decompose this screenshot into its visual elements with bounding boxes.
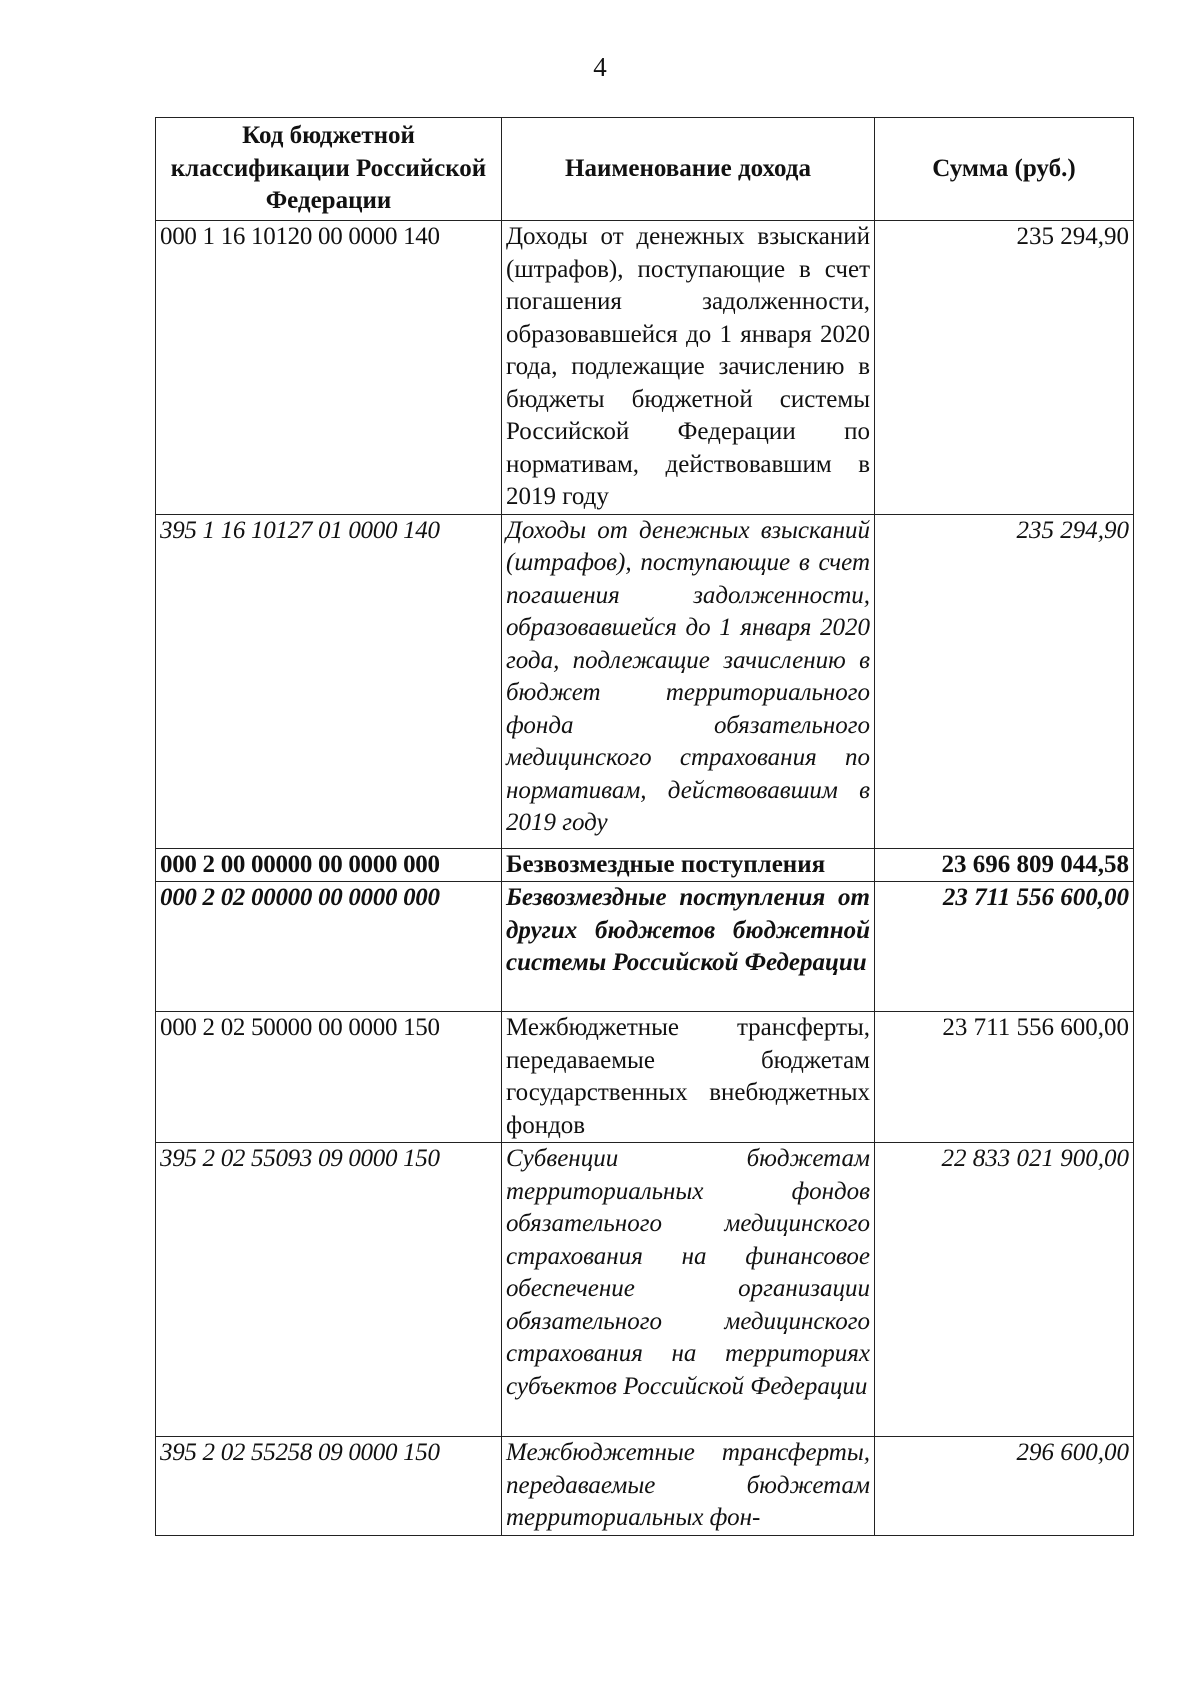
row-sum: 22 833 021 900,00 — [875, 1143, 1134, 1437]
row-code: 395 2 02 55093 09 0000 150 — [156, 1143, 502, 1437]
row-name: Доходы от денежных взысканий (штрафов), поступающие в счет погашения задолженности, образовавшейся до 1 января 2020 года, подлежащие зачислению в бюджет территориального фонда обязательного медицинского страхования по нормативам, действовавшим в 2019 году — [502, 514, 875, 848]
row-sum: 23 696 809 044,58 — [875, 848, 1134, 882]
row-sum: 23 711 556 600,00 — [875, 882, 1134, 1012]
table-row — [156, 1012, 1134, 1143]
row-sum: 296 600,00 — [875, 1437, 1134, 1536]
table-row — [156, 514, 1134, 848]
row-name: Безвозмездные поступления от других бюджетов бюджетной системы Российской Федерации — [502, 882, 875, 1012]
page-number: 4 — [593, 52, 607, 82]
row-code: 395 1 16 10127 01 0000 140 — [156, 514, 502, 848]
income-table — [155, 117, 1134, 1536]
row-name: Доходы от денежных взысканий (штрафов), поступающие в счет погашения задолженности, образовавшейся до 1 января 2020 года, подлежащие зачислению в бюджеты бюджетной системы Российской Федерации по нормативам, действовавшим в 2019 году — [502, 221, 875, 515]
table-row — [156, 221, 1134, 515]
row-code: 000 2 02 50000 00 0000 150 — [156, 1012, 502, 1143]
row-sum: 235 294,90 — [875, 221, 1134, 515]
row-sum: 235 294,90 — [875, 514, 1134, 848]
row-sum: 23 711 556 600,00 — [875, 1012, 1134, 1143]
row-code: 395 2 02 55258 09 0000 150 — [156, 1437, 502, 1536]
table-row — [156, 882, 1134, 1012]
header-name: Наименование дохода — [502, 118, 875, 221]
row-name: Межбюджетные трансферты, передаваемые бюджетам государственных внебюджетных фондов — [502, 1012, 875, 1143]
table-row — [156, 848, 1134, 882]
table-row — [156, 1143, 1134, 1437]
table-row — [156, 1437, 1134, 1536]
row-code: 000 2 02 00000 00 0000 000 — [156, 882, 502, 1012]
row-name: Субвенции бюджетам территориальных фондов обязательного медицинского страхования на финансовое обеспечение организации обязательного медицинского страхования на территориях субъектов Российской Федерации — [502, 1143, 875, 1437]
row-code: 000 2 00 00000 00 0000 000 — [156, 848, 502, 882]
row-name: Межбюджетные трансферты, передаваемые бюджетам территориальных фон- — [502, 1437, 875, 1536]
header-code: Код бюджетной классификации Российской Федерации — [156, 118, 502, 221]
row-code: 000 1 16 10120 00 0000 140 — [156, 221, 502, 515]
header-sum: Сумма (руб.) — [875, 118, 1134, 221]
row-name: Безвозмездные поступления — [502, 848, 875, 882]
table-header-row — [156, 118, 1134, 221]
